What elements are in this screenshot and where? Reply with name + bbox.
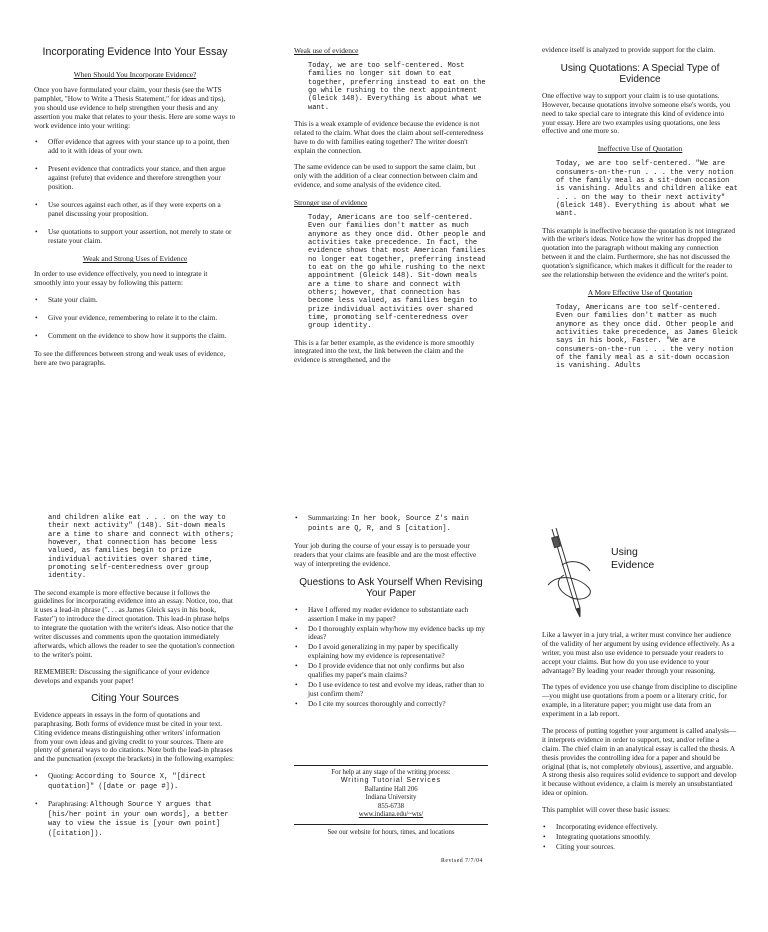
- ways-list: [34, 138, 236, 245]
- covers-intro: This pamphlet will cover these basic issues:: [542, 805, 671, 815]
- effective-heading: A More Effective Use of Quotation: [587, 287, 693, 297]
- column-quotations: [542, 46, 738, 378]
- column-using-evidence-cover: [542, 631, 738, 860]
- effective-example-continued: and children alike eat . . . on the way to their next activity" (148). Sit-down meals are a time to share and connect with others; however, that connection has become less valued, as families begin to prize individual activities over shared time, promoting self-centeredness over group identity.: [48, 514, 235, 581]
- weak-use-heading: Weak use of evidence: [294, 46, 359, 55]
- paraphrasing-text: Although Source Y argues that [his/her point in your own words], a better way to view the issue is [your own point] ([citation]).: [48, 801, 229, 838]
- types-paragraph: The types of evidence you use change from discipline to discipline—you might use quotations from a poem or a literary critic, for example, in a literature paper; you might use data from an experiment in a lab report.: [542, 682, 737, 719]
- service-name: Writing Tutorial Services: [340, 777, 442, 785]
- quotations-heading: Using Quotations: A Special Type of Evidence: [560, 62, 720, 86]
- list-item: • Offer evidence that agrees with your stance up to a point, then add to it with ideas of your own.: [34, 138, 236, 156]
- address-hall: Ballantine Hall 206: [364, 785, 418, 793]
- revised-date: Revised 7/7/04: [441, 858, 483, 864]
- second-example-comment: The second example is more effective because it follows the guidelines for incorporating evidence into an essay. Notice, too, that it uses a lead-in phrase (". . . as James Gleick says in his book, Faster") to introduce the direct quotation. This lead-in phrase helps to integrate the quotation with the writer's ideas. Also notice that the writer discusses and comments upon the quotation immediately afterwards, which allows the reader to see the quotation's connection to the writer's point.: [34, 587, 235, 659]
- help-line: For help at any stage of the writing process:: [331, 768, 451, 776]
- lawyer-paragraph: Like a lawyer in a jury trial, a writer must convince her audience of the validity of her argument by using evidence effectively. As a writer, you must also use evidence to persuade your readers to accept your claims. But how do you use evidence to your advantage? By leading your reader through your reasoning.: [542, 630, 735, 675]
- summarizing-label: Summarizing:: [308, 513, 350, 522]
- list-item: • Present evidence that contradicts your stance, and then argue against (refute) that evidence and therefore strengthen your position.: [34, 165, 236, 192]
- list-item: • Do I provide evidence that not only confirms but also qualifies my paper's main claims?: [294, 662, 488, 680]
- cover-title-line: Evidence: [611, 559, 655, 572]
- pen-icon: [544, 525, 604, 625]
- see-differences: To see the differences between strong and weak uses of evidence, here are two paragraphs.: [34, 348, 226, 367]
- job-paragraph: Your job during the course of your essay is to persuade your readers that your claims are feasible and are the most effective way of interpreting the evidence.: [294, 541, 477, 568]
- list-item: • Comment on the evidence to show how it supports the claim.: [34, 332, 236, 341]
- column-incorporating-evidence: [34, 46, 236, 376]
- list-item: • Use quotations to support your assertion, not merely to state or restate your claim.: [34, 228, 236, 246]
- column-citing-sources: [34, 514, 236, 847]
- same-evidence: The same evidence can be used to support the same claim, but only with the addition of a clear connection between claim and evidence, and some analysis of the evidence cited.: [294, 162, 478, 190]
- pattern-list: [34, 296, 236, 341]
- issues-list: [542, 823, 738, 852]
- citing-body: Evidence appears in essays in the form of quotations and paraphrasing. Both forms of evidence must be cited in your text. Citing evidence means distinguishing other writers' information from your own ideas and giving credit to your sources. There are plenty of general ways to do citations. Note both the lead-in phrases and the punctuation (except the brackets) in the following examples:: [34, 709, 234, 764]
- quoting-example: [34, 772, 236, 791]
- summarizing-example: [294, 514, 488, 533]
- address-university: Indiana University: [365, 794, 417, 802]
- citation-examples: [34, 772, 236, 838]
- quotations-intro: One effective way to support your claim is to use quotations. However, because quotations involve someone else's words, you need to take special care to integrate this kind of evidence into your essay. Here are two examples using quotations, one less effective and one more so.: [542, 90, 731, 136]
- summarizing-list: [294, 514, 488, 533]
- list-item: • Do I avoid generalizing in my paper by specifically explaining how my evidence is representative?: [294, 643, 488, 661]
- list-item: • Do I thoroughly explain why/how my evidence backs up my ideas?: [294, 625, 488, 643]
- weak-example: Today, we are too self-centered. Most families no longer sit down to eat together, preferring instead to eat on the go while rushing to the next appointment (Gleick 148). Everything is about what we want.: [308, 62, 486, 112]
- continued-text: evidence itself is analyzed to provide support for the claim.: [542, 45, 716, 54]
- pattern-intro: In order to use evidence effectively, you need to integrate it smoothly into your essay by following this pattern:: [34, 269, 208, 288]
- strong-example: Today, Americans are too self-centered. Even our families don't matter as much anymore as they once did. Other people and activities take precedence. In fact, the evidence shows that most American families no longer eat together, preferring instead to eat on the go while rushing to the next appointment (Gleick 148). Sit-down meals are a time to share and connect with others; however, that connection has become less valued, as families begin to prize individual activities over shared time, promoting self-centeredness over group identity.: [308, 214, 486, 331]
- section-title: Incorporating Evidence Into Your Essay: [42, 46, 228, 58]
- column-weak-strong-examples: [294, 46, 488, 373]
- website-note: See our website for hours, times, and locations: [327, 828, 455, 836]
- website-link[interactable]: www.indiana.edu/~wts/: [358, 811, 424, 819]
- list-item: • Use sources against each other, as if they were experts on a panel discussing your proposition.: [34, 201, 236, 219]
- list-item: • Citing your sources.: [542, 843, 738, 852]
- list-item: • Do I use evidence to test and evolve my ideas, rather than to just confirm them?: [294, 681, 488, 699]
- effective-example: Today, Americans are too self-centered. Even our families don't matter as much anymore as they once did. Other people and activities take precedence, as James Gleick says in his book, Faster. "We are consumers-on-the-run . . . the very notion of the family meal as a sit-down occasion is vanishing. Adults: [556, 303, 738, 371]
- paraphrasing-example: [34, 800, 236, 838]
- quoting-label: Quoting:: [48, 771, 74, 781]
- list-item: • Do I cite my sources thoroughly and correctly?: [294, 700, 488, 709]
- far-better-comment: This is a far better example, as the evidence is more smoothly integrated into the text, the link between the claim and the evidence is strengthened, and the: [294, 337, 475, 365]
- list-item: • Give your evidence, remembering to relate it to the claim.: [34, 314, 236, 323]
- list-item: • Have I offered my reader evidence to substantiate each assertion I make in my paper?: [294, 606, 488, 624]
- quoting-text: According to Source X, "[direct quotation]" ([date or page #]).: [48, 773, 207, 791]
- phone-number: 855-6738: [377, 802, 405, 810]
- stronger-use-heading: Stronger use of evidence: [294, 198, 368, 208]
- column-revising-questions: [294, 514, 488, 837]
- ineffective-comment: This example is ineffective because the quotation is not integrated with the writer's ideas. Notice how the writer has dropped the quotation into the paragraph without making any connection between it and the claim. Furthermore, she has not discussed the quotation's significance, which makes it difficult for the reader to see the relationship between the evidence and the writer's point.: [542, 225, 735, 280]
- questions-heading: Questions to Ask Yourself When Revising Your Paper: [299, 576, 483, 600]
- weak-comment: This is a weak example of evidence because the evidence is not related to the claim. What does the claim about self-centeredness have to do with families eating together? The writer doesn't explain the connection.: [294, 118, 484, 155]
- list-item: • Integrating quotations smoothly.: [542, 833, 738, 842]
- process-paragraph: The process of putting together your argument is called analysis—it interprets evidence in order to support, test, and/or refine a claim. The chief claim in an analytical essay is called the thesis. A thesis provides the controlling idea for a paper and should be original (that is, not completely obvious), assertive, and arguable. A strong thesis also requires solid evidence to support and develop it because without evidence, a claim is merely an unsubstantiated idea or opinion.: [542, 726, 737, 798]
- summarizing-text: In her book, Source Z's main points are Q, R, and S [citation].: [308, 515, 469, 533]
- cover-title-line: Using: [611, 546, 638, 558]
- list-item: • Incorporating evidence effectively.: [542, 823, 738, 832]
- ineffective-example: Today, we are too self-centered. "We are consumers-on-the-run . . . the very notion of the family meal as a sit-down occasion is vanishing. Adults and children alike eat . . . on the way to their next activity" (Gleick 148). Everything is about what we want.: [556, 160, 738, 219]
- cover-title: [611, 546, 654, 572]
- remember-note: REMEMBER: Discussing the significance of your evidence develops and expands your paper!: [34, 666, 210, 685]
- when-heading: When Should You Incorporate Evidence?: [73, 69, 197, 79]
- ineffective-heading: Ineffective Use of Quotation: [597, 144, 683, 154]
- questions-list: [294, 606, 488, 709]
- weak-strong-heading: Weak and Strong Uses of Evidence: [82, 254, 188, 264]
- citing-heading: Citing Your Sources: [91, 693, 179, 705]
- contact-box: [294, 765, 488, 825]
- paraphrasing-label: Paraphrasing:: [48, 799, 89, 809]
- intro-paragraph: Once you have formulated your claim, your thesis (see the WTS pamphlet, "How to Write a Thesis Statement," for ideas and tips), you should use evidence to help strengthen your thesis and any assertion you make that relates to your thesis. Here are some ways to work evidence into your writing:: [34, 84, 236, 130]
- list-item: • State your claim.: [34, 296, 236, 305]
